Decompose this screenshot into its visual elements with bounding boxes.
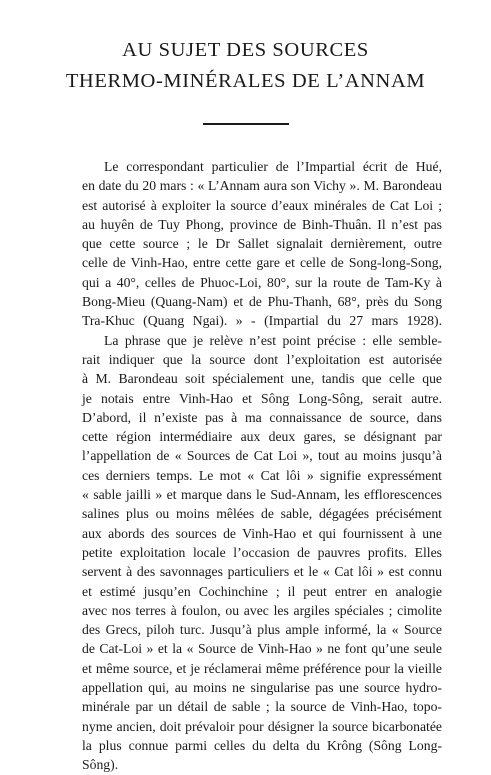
text-line: Sông). bbox=[82, 757, 119, 773]
text-line: ces derniers temps. Le mot « Cat lôi » signifie expressément bbox=[82, 467, 442, 483]
article-body bbox=[82, 157, 442, 775]
text-line: appellation qui, au moins ne singularise pas une source hydro- bbox=[82, 680, 442, 696]
paragraph-2 bbox=[82, 331, 442, 775]
title-divider bbox=[203, 123, 289, 125]
text-line: est autorisé à exploiter la source d’eaux minérales de Cat Loi ; bbox=[82, 197, 442, 213]
text-line: l’appellation de « Sources de Cat Loi », tout au moins jusqu’à bbox=[82, 448, 442, 464]
text-line: avec nos terres à foulon, ou avec les argiles spéciales ; cimolite bbox=[82, 602, 442, 618]
text-line: Tra-Khuc (Quang Ngai). » - (Impartial du 27 mars 1928). bbox=[82, 313, 442, 329]
text-line: D’abord, il n’existe pas à ma connaissance de source, dans bbox=[82, 409, 442, 425]
text-line: rait indiquer que la source dont l’exploitation est autorisée bbox=[82, 351, 442, 367]
text-line: celle de Vinh-Hao, entre cette gare et celle de Song-long-Song, bbox=[82, 255, 442, 271]
text-line: minérale par un détail de sable ; la source de Vinh-Hao, topo- bbox=[82, 699, 442, 715]
text-line: je notais entre Vinh-Hao et Sông Long-Sông, serait autre. bbox=[82, 390, 442, 406]
text-line: à M. Barondeau soit spécialement une, tandis que celle que bbox=[82, 371, 442, 387]
title-line-2: THERMO-MINÉRALES DE L’ANNAM bbox=[65, 70, 426, 92]
text-line: nyme ancien, doit prévaloir pour désigner la source bicarbonatée bbox=[82, 718, 442, 734]
text-line: Bong-Mieu (Quang-Nam) et de Phu-Thanh, 68°, près du Song bbox=[82, 294, 442, 310]
text-line: et estimé jusqu’en Cochinchine ; il peut entrer en analogie bbox=[82, 583, 442, 599]
text-line: « sable jailli » et marque dans le Sud-Annam, les efflorescences bbox=[82, 487, 442, 503]
text-line: aux abords des sources de Vinh-Hao et qui fournissent à une bbox=[82, 525, 442, 541]
text-line: la plus connue parmi celles du delta du Krông (Sông Long- bbox=[82, 737, 442, 753]
text-line: petite exploitation locale l’occasion de pauvres profits. Elles bbox=[82, 544, 442, 560]
text-line: et même source, et je réclamerai même préférence pour la vieille bbox=[82, 660, 442, 676]
text-line: qui a 40°, celles de Phuoc-Loi, 80°, sur la route de Tam-Ky à bbox=[82, 274, 442, 290]
title-line-1: AU SUJET DES SOURCES bbox=[122, 39, 369, 61]
text-line: au huyên de Tuy Phong, province de Binh-Thuân. Il n’est pas bbox=[82, 216, 442, 232]
text-line: salines plus ou moins mêlées de sable, dégagées précisément bbox=[82, 506, 442, 522]
text-line: La phrase que je relève n’est point précise : elle semble- bbox=[104, 332, 442, 348]
text-line: que cette source ; le Dr Sallet signalait dernièrement, outre bbox=[82, 236, 442, 252]
paragraph-1 bbox=[82, 157, 442, 331]
text-line: en date du 20 mars : « L’Annam aura son Vichy ». M. Barondeau bbox=[82, 178, 442, 194]
text-line: de Cat-Loi » et la « Source de Vinh-Hao » ne font qu’une seule bbox=[82, 641, 442, 657]
text-line: cette région intermédiaire aux deux gares, se désignant par bbox=[82, 429, 442, 445]
text-line: servent à des savonnages particuliers et le « Cat lôi » est connu bbox=[82, 564, 442, 580]
text-line: Le correspondant particulier de l’Impartial écrit de Hué, bbox=[104, 159, 442, 174]
text-line: des Grecs, piloh turc. Jusqu’à plus ample informé, la « Source bbox=[82, 622, 442, 638]
